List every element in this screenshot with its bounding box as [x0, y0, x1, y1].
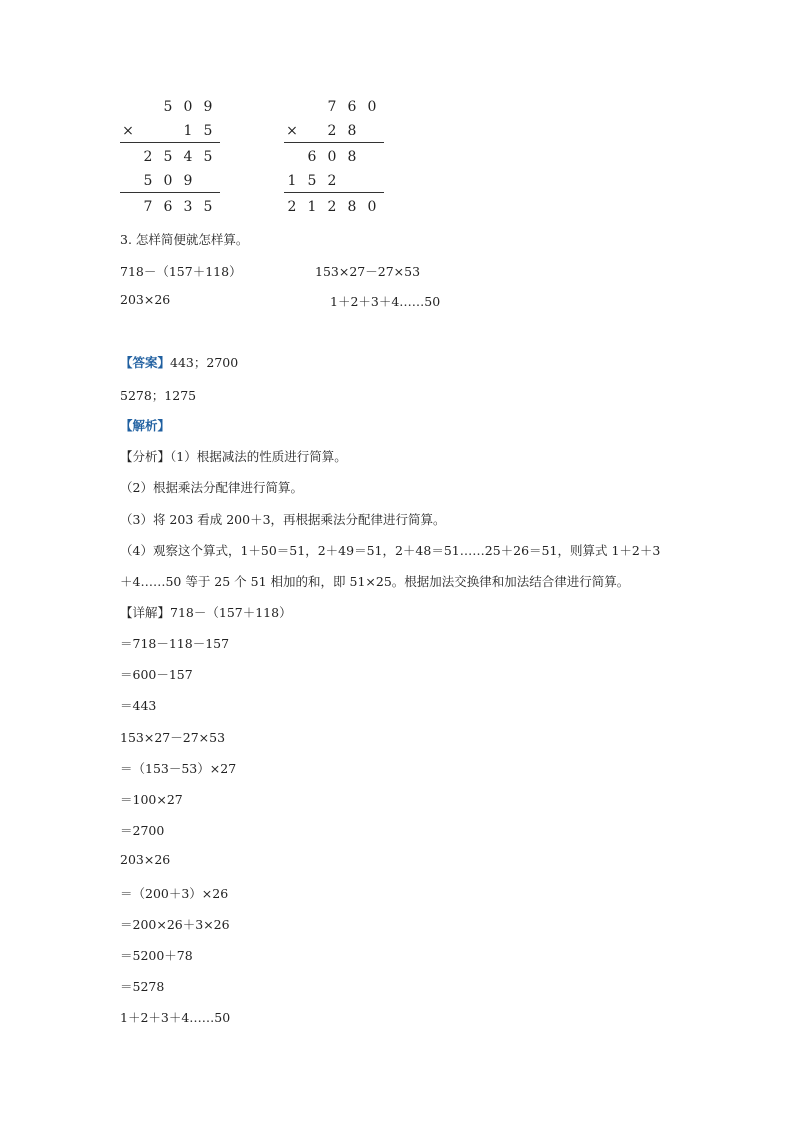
detail-step: 1＋2＋3＋4……50: [120, 1010, 231, 1026]
calc-b-digit-r1-c0: ×: [286, 123, 298, 139]
calc-b-digit-r2-c1: 6: [307, 149, 317, 165]
calc-b-line-2: [284, 192, 384, 193]
calc-b-digit-r4-c0: 2: [287, 199, 297, 215]
calc-a-digit-r4-c3: 3: [183, 199, 193, 215]
calc-a-digit-r4-c4: 5: [203, 199, 213, 215]
detail-first: [120, 603, 292, 621]
detail-step: ＝（153－53）×27: [120, 760, 237, 776]
calc-a-digit-r4-c1: 7: [143, 199, 153, 215]
calc-b-line-1: [284, 142, 384, 143]
fenxi-label: 【分析】: [120, 449, 171, 464]
detail-step: ＝5278: [120, 979, 165, 995]
calc-a-digit-r0-c3: 0: [183, 99, 193, 115]
question-item-3: 203×26: [120, 292, 171, 307]
analysis-p1: [120, 447, 347, 465]
calc-a-digit-r3-c3: 9: [183, 173, 193, 189]
calc-a-digit-r3-c2: 0: [163, 173, 173, 189]
question-item-4: 1＋2＋3＋4……50: [330, 294, 441, 309]
calc-b-digit-r2-c3: 8: [347, 149, 357, 165]
detail-step: ＝443: [120, 698, 157, 714]
detail-step: ＝5200＋78: [120, 948, 193, 963]
calc-b-digit-r1-c3: 8: [347, 123, 357, 139]
analysis-p4a: （4）观察这个算式，1＋50＝51，2＋49＝51，2＋48＝51……25＋26＝51，则算式 1＋2＋3: [120, 543, 661, 558]
calc-a-digit-r3-c1: 5: [143, 173, 153, 189]
detail-step: ＝200×26＋3×26: [120, 916, 230, 932]
calc-a-digit-r4-c2: 6: [163, 199, 173, 215]
calc-b-digit-r0-c2: 7: [327, 99, 337, 115]
analysis-p4b: ＋4……50 等于 25 个 51 相加的和，即 51×25。根据加法交换律和加法结合律进行简算。: [120, 574, 630, 589]
calc-a-digit-r1-c0: ×: [122, 123, 134, 139]
calc-b-digit-r3-c2: 2: [327, 173, 337, 189]
calc-b-digit-r1-c2: 2: [327, 123, 337, 139]
answer-line-2: 5278；1275: [120, 388, 197, 403]
calc-b-digit-r4-c2: 2: [327, 199, 337, 215]
calc-a-digit-r2-c1: 2: [143, 149, 153, 165]
calc-a-digit-r2-c2: 5: [163, 149, 173, 165]
analysis-label: 【解析】: [120, 418, 171, 433]
analysis-p1-text: （1）根据减法的性质进行简算。: [170, 449, 347, 464]
calc-b-digit-r3-c0: 1: [287, 173, 297, 189]
calc-a-digit-r1-c3: 1: [183, 123, 193, 139]
analysis-p2: （2）根据乘法分配律进行简算。: [120, 480, 303, 495]
answer-value-1: 443；2700: [170, 355, 239, 370]
question-item-2: 153×27－27×53: [315, 264, 421, 279]
calc-a-digit-r0-c4: 9: [203, 99, 213, 115]
detail-step: ＝600－157: [120, 667, 193, 683]
detail-step: 203×26: [120, 852, 171, 868]
calc-b-digit-r4-c3: 8: [347, 199, 357, 215]
detail-label: 【详解】: [120, 605, 171, 620]
calc-a-digit-r2-c4: 5: [203, 149, 213, 165]
calc-a-line-2: [120, 192, 220, 193]
detail-first-text: 718－（157＋118）: [170, 605, 292, 620]
calc-b-digit-r0-c4: 0: [367, 99, 377, 115]
detail-step: ＝718－118－157: [120, 636, 230, 651]
detail-step: ＝（200＋3）×26: [120, 885, 229, 901]
question-title: 3. 怎样简便就怎样算。: [120, 232, 249, 247]
calc-a-line-1: [120, 142, 220, 143]
calc-a-digit-r2-c3: 4: [183, 149, 193, 165]
calc-a-digit-r0-c2: 5: [163, 99, 173, 115]
calc-a-digit-r1-c4: 5: [203, 123, 213, 139]
detail-step: ＝2700: [120, 823, 165, 839]
calc-b-digit-r4-c4: 0: [367, 199, 377, 215]
analysis-p3: （3）将 203 看成 200＋3，再根据乘法分配律进行简算。: [120, 512, 446, 527]
calc-b-digit-r2-c2: 0: [327, 149, 337, 165]
calc-b-digit-r4-c1: 1: [307, 199, 317, 215]
answer-line-1: [120, 353, 238, 371]
calc-b-digit-r0-c3: 6: [347, 99, 357, 115]
answer-label: 【答案】: [120, 355, 171, 370]
calc-b-digit-r3-c1: 5: [307, 173, 317, 189]
question-item-1: 718－（157＋118）: [120, 264, 242, 279]
detail-step: 153×27－27×53: [120, 729, 226, 745]
detail-step: ＝100×27: [120, 792, 183, 807]
